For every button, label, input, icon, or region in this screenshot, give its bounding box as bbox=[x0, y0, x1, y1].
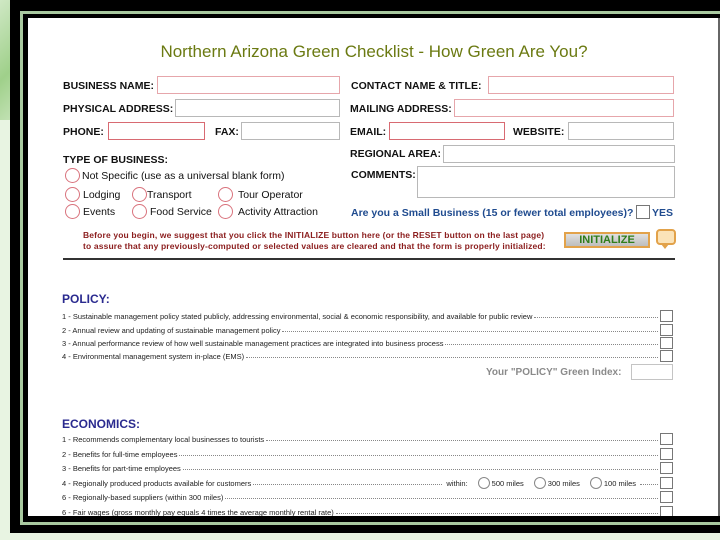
policy-item-3-checkbox[interactable] bbox=[660, 337, 673, 349]
radio-label-300-miles: 300 miles bbox=[547, 478, 580, 488]
section-divider bbox=[63, 258, 675, 260]
small-business-yes-label: YES bbox=[652, 207, 674, 219]
mailing-address-label: MAILING ADDRESS: bbox=[350, 103, 452, 115]
physical-address-label: PHYSICAL ADDRESS: bbox=[63, 103, 174, 115]
radio-300-miles[interactable] bbox=[534, 477, 546, 489]
contact-name-title-input[interactable] bbox=[488, 76, 674, 94]
init-note-line2: to assure that any previously-computed or selected values are cleared and that the form is properly initialized: bbox=[83, 241, 546, 251]
fax-input[interactable] bbox=[241, 122, 340, 140]
radio-label-not-specific: Not Specific (use as a universal blank form) bbox=[82, 170, 285, 182]
radio-events[interactable] bbox=[65, 204, 80, 219]
radio-500-miles[interactable] bbox=[478, 477, 490, 489]
radio-100-miles[interactable] bbox=[590, 477, 602, 489]
economics-item-2-checkbox[interactable] bbox=[660, 448, 673, 460]
economics-item bbox=[62, 506, 658, 516]
radio-food-service[interactable] bbox=[132, 204, 147, 219]
init-note-line1: Before you begin, we suggest that you click the INITIALIZE button here (or the RESET button on the last page) bbox=[83, 230, 545, 240]
radio-label-events: Events bbox=[83, 206, 116, 218]
radio-label-100-miles: 100 miles bbox=[603, 478, 636, 488]
distance-options bbox=[442, 477, 640, 489]
type-of-business-label: TYPE OF BUSINESS: bbox=[63, 154, 169, 166]
within-label: within: bbox=[446, 478, 468, 488]
policy-green-index-label: Your "POLICY" Green Index: bbox=[486, 367, 622, 378]
economics-item bbox=[62, 448, 658, 460]
economics-item-text: 6 - Regionally-based suppliers (within 300 miles) bbox=[62, 492, 224, 502]
radio-label-lodging: Lodging bbox=[83, 189, 121, 201]
policy-item bbox=[62, 310, 658, 322]
leader-dots bbox=[336, 513, 658, 514]
economics-item-text: 6 - Fair wages (gross monthly pay equals 4 times the average monthly rental rate) bbox=[62, 507, 334, 516]
economics-item-text: 3 - Benefits for part-time employees bbox=[62, 463, 181, 473]
policy-item-2-checkbox[interactable] bbox=[660, 324, 673, 336]
radio-label-activity-attraction: Activity Attraction bbox=[238, 206, 318, 218]
business-name-label: BUSINESS NAME: bbox=[63, 80, 155, 92]
policy-item-text: 2 - Annual review and updating of sustainable management policy bbox=[62, 325, 281, 335]
email-input[interactable] bbox=[389, 122, 505, 140]
economics-item bbox=[62, 433, 658, 445]
phone-label: PHONE: bbox=[63, 126, 104, 138]
mailing-address-input[interactable] bbox=[454, 99, 674, 117]
email-label: EMAIL: bbox=[350, 126, 387, 138]
website-input[interactable] bbox=[568, 122, 674, 140]
economics-section-title: ECONOMICS: bbox=[62, 417, 140, 431]
small-business-question: Are you a Small Business (15 or fewer total employees)? bbox=[351, 207, 634, 219]
policy-item bbox=[62, 324, 658, 336]
leader-dots bbox=[640, 484, 658, 485]
regional-area-label: REGIONAL AREA: bbox=[350, 148, 442, 160]
economics-item bbox=[62, 491, 658, 503]
economics-item-3-checkbox[interactable] bbox=[660, 462, 673, 474]
radio-label-500-miles: 500 miles bbox=[491, 478, 524, 488]
physical-address-input[interactable] bbox=[175, 99, 340, 117]
radio-label-tour-operator: Tour Operator bbox=[238, 189, 303, 201]
economics-item-5-checkbox[interactable] bbox=[660, 491, 673, 503]
policy-item-1-checkbox[interactable] bbox=[660, 310, 673, 322]
radio-label-transport: Transport bbox=[147, 189, 192, 201]
radio-not-specific[interactable] bbox=[65, 168, 80, 183]
policy-section-title: POLICY: bbox=[62, 292, 110, 306]
leader-dots bbox=[266, 440, 658, 441]
contact-name-title-label: CONTACT NAME & TITLE: bbox=[351, 80, 482, 92]
leader-dots bbox=[179, 455, 658, 456]
initialize-button[interactable]: INITIALIZE bbox=[564, 232, 650, 248]
economics-item-1-checkbox[interactable] bbox=[660, 433, 673, 445]
policy-green-index-field bbox=[631, 364, 673, 380]
radio-label-food-service: Food Service bbox=[150, 206, 212, 218]
economics-item-text: 1 - Recommends complementary local businesses to tourists bbox=[62, 434, 265, 444]
website-label: WEBSITE: bbox=[513, 126, 565, 138]
phone-input[interactable] bbox=[108, 122, 205, 140]
form-page bbox=[28, 18, 720, 516]
radio-activity-attraction[interactable] bbox=[218, 204, 233, 219]
leader-dots bbox=[225, 498, 658, 499]
leader-dots bbox=[445, 344, 658, 345]
economics-item bbox=[62, 477, 658, 489]
policy-item-4-checkbox[interactable] bbox=[660, 350, 673, 362]
economics-item bbox=[62, 462, 658, 474]
policy-item-text: 1 - Sustainable management policy stated publicly, addressing environmental, social & economic responsibility, and available for public review bbox=[62, 311, 533, 321]
page-title: Northern Arizona Green Checklist - How Green Are You? bbox=[160, 42, 588, 61]
policy-item bbox=[62, 350, 658, 362]
leader-dots bbox=[246, 357, 658, 358]
leader-dots bbox=[282, 331, 658, 332]
policy-item-text: 4 - Environmental management system in-place (EMS) bbox=[62, 351, 245, 361]
economics-item-6-checkbox[interactable] bbox=[660, 506, 673, 516]
radio-transport[interactable] bbox=[132, 187, 147, 202]
fax-label: FAX: bbox=[215, 126, 239, 138]
speech-bubble-icon[interactable] bbox=[656, 229, 676, 245]
comments-textarea[interactable] bbox=[417, 166, 675, 198]
economics-item-4-checkbox[interactable] bbox=[660, 477, 673, 489]
leader-dots bbox=[253, 484, 442, 485]
leader-dots bbox=[183, 469, 658, 470]
leader-dots bbox=[534, 317, 658, 318]
radio-tour-operator[interactable] bbox=[218, 187, 233, 202]
comments-label: COMMENTS: bbox=[351, 169, 416, 181]
economics-item-text: 4 - Regionally produced products available for customers bbox=[62, 478, 252, 488]
radio-lodging[interactable] bbox=[65, 187, 80, 202]
small-business-checkbox[interactable] bbox=[636, 205, 650, 219]
economics-item-text: 2 - Benefits for full-time employees bbox=[62, 449, 178, 459]
regional-area-input[interactable] bbox=[443, 145, 675, 163]
policy-item-text: 3 - Annual performance review of how well sustainable management practices are integrated into business process bbox=[62, 338, 444, 348]
policy-item bbox=[62, 337, 658, 349]
business-name-input[interactable] bbox=[157, 76, 340, 94]
